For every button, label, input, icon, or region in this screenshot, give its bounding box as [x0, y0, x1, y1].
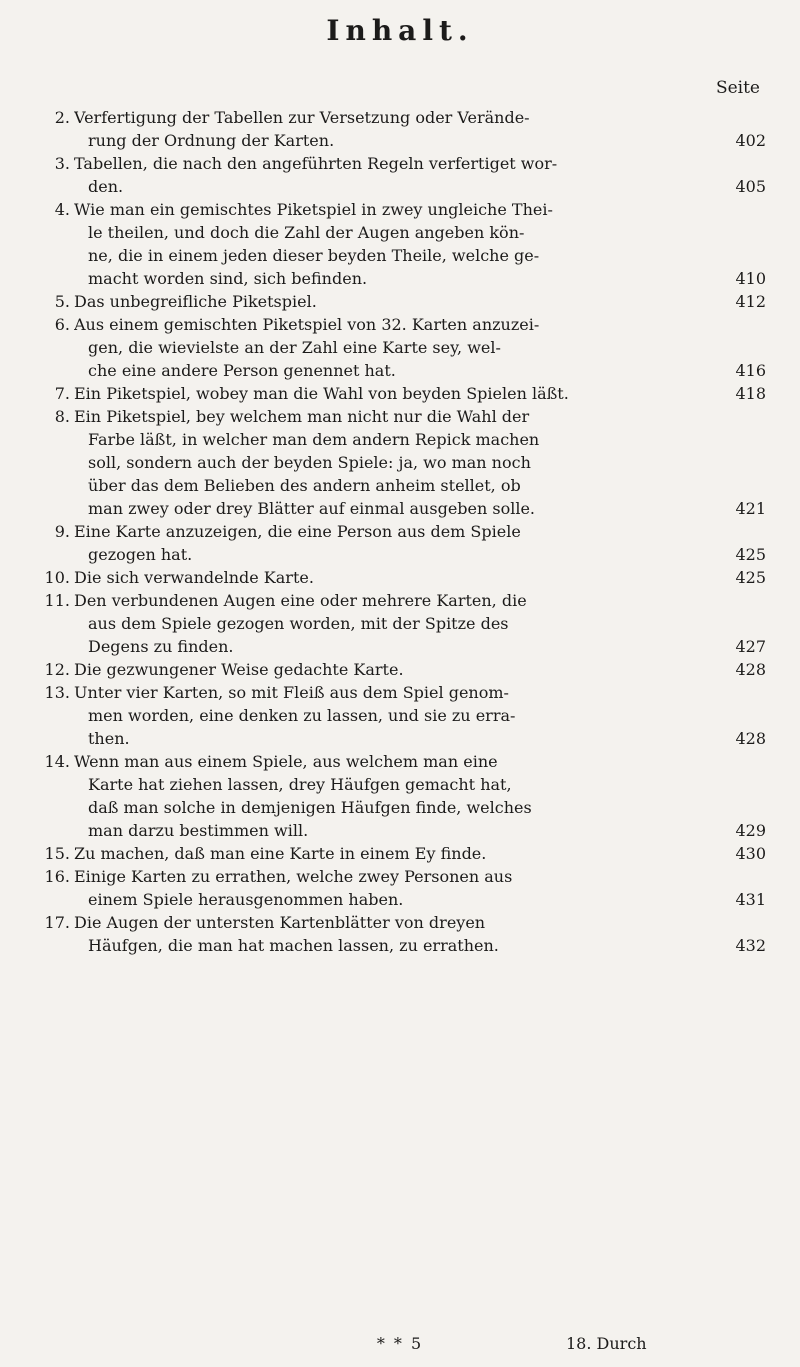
toc-entry: [34, 290, 766, 313]
entry-text-line: [74, 681, 766, 704]
entry-text-line: [74, 750, 766, 773]
entry-number: 8.: [54, 407, 70, 426]
entry-page-number: 421: [735, 499, 766, 518]
toc-entry: [34, 911, 766, 957]
entry-text-line: [74, 589, 766, 612]
entry-text-line: [74, 819, 766, 842]
entry-text-line: [74, 911, 766, 934]
entry-text-line: [74, 520, 766, 543]
entry-text-line: [74, 382, 766, 405]
entry-text: Die sich verwandelnde Karte.: [74, 568, 314, 587]
entry-text: Wenn man aus einem Spiele, aus welchem man eine: [74, 752, 498, 771]
entry-number: 4.: [54, 200, 70, 219]
entry-text-line: [74, 290, 766, 313]
entry-text-line: [74, 175, 766, 198]
catchword: 18. Durch: [566, 1334, 647, 1353]
entry-text-line: [74, 451, 766, 474]
entry-page-number: 432: [735, 936, 766, 955]
entry-number: 5.: [54, 292, 70, 311]
entry-text: Die gezwungener Weise gedachte Karte.: [74, 660, 404, 679]
entry-text-line: [74, 612, 766, 635]
toc-entry: [34, 658, 766, 681]
entry-text: men worden, eine denken zu lassen, und sie zu erra-: [88, 706, 516, 725]
entry-text-line: [74, 221, 766, 244]
entry-page-number: 425: [735, 568, 766, 587]
entry-text-line: [74, 842, 766, 865]
toc-entry: [34, 589, 766, 658]
entry-text-line: [74, 474, 766, 497]
entry-text: Eine Karte anzuzeigen, die eine Person aus dem Spiele: [74, 522, 521, 541]
entry-text-line: [74, 152, 766, 175]
page-column-label: Seite: [715, 78, 760, 98]
entry-number: 9.: [54, 522, 70, 541]
entry-page-number: 418: [735, 384, 766, 403]
entry-page-number: 416: [735, 361, 766, 380]
entry-text-line: [74, 635, 766, 658]
toc-entry: [34, 681, 766, 750]
entry-text: den.: [88, 177, 124, 196]
toc-entry: [34, 405, 766, 520]
entry-text-line: [74, 106, 766, 129]
entry-text: Ein Piketspiel, wobey man die Wahl von beyden Spielen läßt.: [74, 384, 569, 403]
entry-text: gen, die wievielste an der Zahl eine Karte sey, wel-: [88, 338, 501, 357]
entry-text: ne, die in einem jeden dieser beyden Theile, welche ge-: [88, 246, 540, 265]
entry-number: 10.: [44, 568, 70, 587]
toc-entry: [34, 750, 766, 842]
entry-text: über das dem Belieben des andern anheim stellet, ob: [88, 476, 521, 495]
entry-text-line: [74, 244, 766, 267]
entry-text: soll, sondern auch der beyden Spiele: ja, wo man noch: [88, 453, 531, 472]
entry-text-line: [74, 543, 766, 566]
entry-text: Aus einem gemischten Piketspiel von 32. Karten anzuzei-: [74, 315, 540, 334]
entry-text-line: [74, 313, 766, 336]
entry-text-line: [74, 658, 766, 681]
entry-page-number: 402: [735, 131, 766, 150]
entry-text-line: [74, 497, 766, 520]
entry-text-line: [74, 773, 766, 796]
entry-text: Die Augen der untersten Kartenblätter von dreyen: [74, 913, 486, 932]
entry-text: Den verbundenen Augen eine oder mehrere Karten, die: [74, 591, 527, 610]
entry-number: 16.: [44, 867, 70, 886]
entry-number: 12.: [44, 660, 70, 679]
entry-text-line: [74, 727, 766, 750]
entry-page-number: 428: [735, 729, 766, 748]
entry-number: 15.: [44, 844, 70, 863]
page-footer: [0, 1334, 800, 1353]
table-of-contents: [34, 106, 766, 957]
entry-text: man darzu bestimmen will.: [88, 821, 309, 840]
entry-text: che eine andere Person genennet hat.: [88, 361, 396, 380]
entry-page-number: 427: [735, 637, 766, 656]
entry-page-number: 410: [735, 269, 766, 288]
toc-entry: [34, 842, 766, 865]
entry-text: Einige Karten zu errathen, welche zwey Personen aus: [74, 867, 513, 886]
toc-entry: [34, 520, 766, 566]
entry-text-line: [74, 336, 766, 359]
entry-text: aus dem Spiele gezogen worden, mit der Spitze des: [88, 614, 509, 633]
entry-text: Farbe läßt, in welcher man dem andern Repick machen: [88, 430, 540, 449]
entry-text: le theilen, und doch die Zahl der Augen angeben kön-: [88, 223, 525, 242]
page-title: Inhalt.: [326, 14, 474, 47]
entry-page-number: 430: [735, 844, 766, 863]
entry-page-number: 428: [735, 660, 766, 679]
entry-page-number: 405: [735, 177, 766, 196]
entry-text: Unter vier Karten, so mit Fleiß aus dem Spiel genom-: [74, 683, 509, 702]
toc-entry: [34, 382, 766, 405]
entry-text: man zwey oder drey Blätter auf einmal ausgeben solle.: [88, 499, 536, 518]
entry-page-number: 429: [735, 821, 766, 840]
toc-entry: [34, 313, 766, 382]
entry-text-line: [74, 198, 766, 221]
entry-number: 17.: [44, 913, 70, 932]
entry-text: Karte hat ziehen lassen, drey Häufgen gemacht hat,: [88, 775, 512, 794]
entry-page-number: 431: [735, 890, 766, 909]
entry-text: Ein Piketspiel, bey welchem man nicht nur die Wahl der: [74, 407, 530, 426]
toc-entry: [34, 152, 766, 198]
entry-number: 7.: [54, 384, 70, 403]
entry-text: Zu machen, daß man eine Karte in einem Ey finde.: [74, 844, 487, 863]
entry-text: daß man solche in demjenigen Häufgen finde, welches: [88, 798, 532, 817]
entry-text: Häufgen, die man hat machen lassen, zu errathen.: [88, 936, 499, 955]
entry-text: einem Spiele herausgenommen haben.: [88, 890, 404, 909]
toc-entry: [34, 106, 766, 152]
toc-entry: [34, 865, 766, 911]
entry-text-line: [74, 796, 766, 819]
entry-number: 11.: [44, 591, 70, 610]
entry-text: Wie man ein gemischtes Piketspiel in zwey ungleiche Thei-: [74, 200, 553, 219]
entry-number: 6.: [54, 315, 70, 334]
entry-text-line: [74, 267, 766, 290]
entry-page-number: 412: [735, 292, 766, 311]
signature-mark: * * 5: [376, 1334, 424, 1353]
toc-entry: [34, 566, 766, 589]
entry-number: 13.: [44, 683, 70, 702]
entry-text-line: [74, 865, 766, 888]
entry-text-line: [74, 704, 766, 727]
entry-text: then.: [88, 729, 130, 748]
entry-text: macht worden sind, sich befinden.: [88, 269, 368, 288]
entry-text: Tabellen, die nach den angeführten Regeln verfertiget wor-: [74, 154, 558, 173]
entry-text-line: [74, 934, 766, 957]
entry-text: rung der Ordnung der Karten.: [88, 131, 335, 150]
entry-text-line: [74, 428, 766, 451]
entry-text-line: [74, 359, 766, 382]
entry-text-line: [74, 566, 766, 589]
toc-entry: [34, 198, 766, 290]
entry-number: 14.: [44, 752, 70, 771]
entry-page-number: 425: [735, 545, 766, 564]
entry-text: Das unbegreifliche Piketspiel.: [74, 292, 317, 311]
entry-text-line: [74, 405, 766, 428]
entry-number: 2.: [54, 108, 70, 127]
entry-text: Verfertigung der Tabellen zur Versetzung oder Verände-: [74, 108, 530, 127]
entry-text-line: [74, 888, 766, 911]
entry-text: gezogen hat.: [88, 545, 193, 564]
entry-text: Degens zu finden.: [88, 637, 234, 656]
entry-number: 3.: [54, 154, 70, 173]
entry-text-line: [74, 129, 766, 152]
